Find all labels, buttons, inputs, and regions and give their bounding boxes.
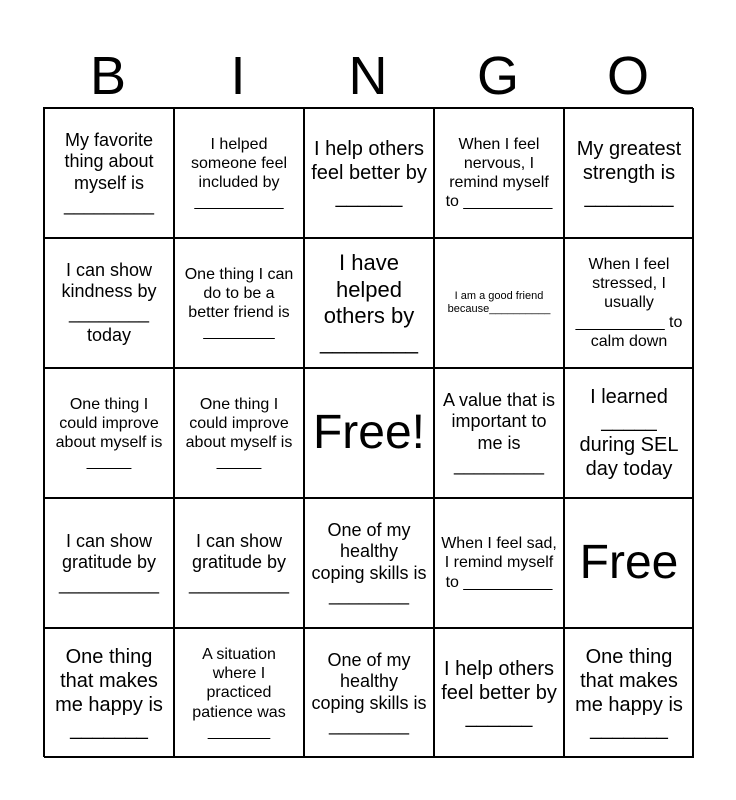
header-letter-g: G — [476, 46, 519, 106]
bingo-cell[interactable]: I can show gratitude by __________ — [174, 498, 304, 628]
bingo-cell[interactable]: I help others feel better by ______ — [304, 108, 434, 238]
bingo-cell[interactable]: I helped someone feel included by __________ — [174, 108, 304, 238]
bingo-cell[interactable]: One thing that makes me happy is _______ — [564, 628, 694, 758]
bingo-cell-free[interactable]: Free — [564, 498, 694, 628]
bingo-cell[interactable]: A value that is important to me is _________ — [434, 368, 564, 498]
header-letter-b: B — [89, 46, 127, 106]
bingo-cell[interactable]: My favorite thing about myself is _________ — [44, 108, 174, 238]
bingo-cell[interactable]: I have helped others by ________ — [304, 238, 434, 368]
bingo-cell[interactable]: A situation where I practiced patience was _______ — [174, 628, 304, 758]
bingo-cell[interactable]: One thing I can do to be a better friend is ________ — [174, 238, 304, 368]
bingo-cell[interactable]: I can show kindness by ________ today — [44, 238, 174, 368]
bingo-cell[interactable]: I am a good friend because__________ — [434, 238, 564, 368]
bingo-cell[interactable]: When I feel nervous, I remind myself to __________ — [434, 108, 564, 238]
bingo-grid — [43, 107, 693, 757]
bingo-cell[interactable]: One thing that makes me happy is _______ — [44, 628, 174, 758]
bingo-cell[interactable]: One thing I could improve about myself is _____ — [44, 368, 174, 498]
bingo-header — [43, 44, 693, 108]
bingo-cell[interactable]: I learned _____ during SEL day today — [564, 368, 694, 498]
header-letter-n: N — [348, 46, 388, 106]
bingo-cell[interactable]: One of my healthy coping skills is ________ — [304, 628, 434, 758]
bingo-cell-free[interactable]: Free! — [304, 368, 434, 498]
header-letter-i: I — [230, 46, 246, 106]
bingo-cell[interactable]: I can show gratitude by __________ — [44, 498, 174, 628]
bingo-cell[interactable]: I help others feel better by ______ — [434, 628, 564, 758]
bingo-cell[interactable]: When I feel stressed, I usually __________ to calm down — [564, 238, 694, 368]
bingo-cell[interactable]: One of my healthy coping skills is ________ — [304, 498, 434, 628]
bingo-cell[interactable]: One thing I could improve about myself is _____ — [174, 368, 304, 498]
bingo-cell[interactable]: When I feel sad, I remind myself to __________ — [434, 498, 564, 628]
header-letter-o: O — [606, 46, 649, 106]
bingo-cell[interactable]: My greatest strength is ________ — [564, 108, 694, 238]
